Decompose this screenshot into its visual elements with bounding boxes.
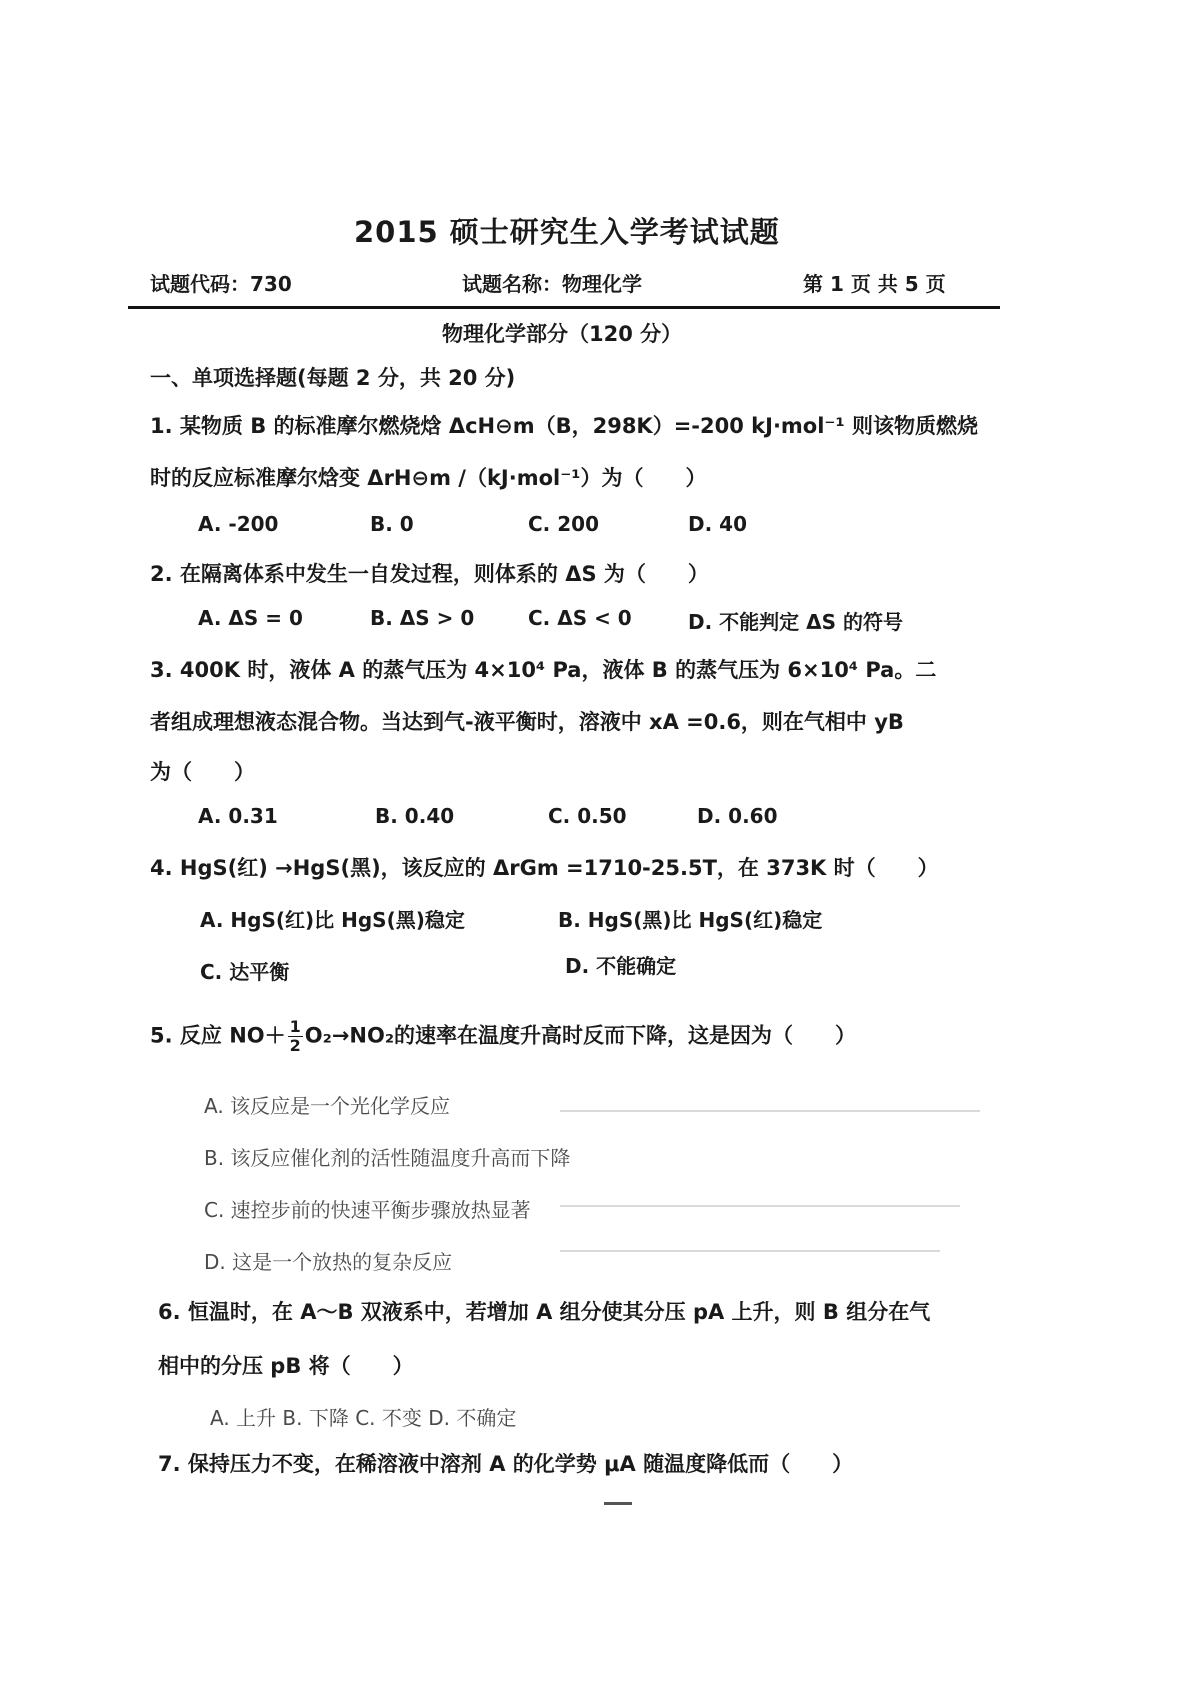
page-mark [604,1502,632,1505]
q1-option-c: C. 200 [528,512,599,536]
q4-stem: 4. HgS(红) →HgS(黑)，该反应的 ΔrGm =1710-25.5T，在 373K 时（ ） [150,856,939,880]
q4-option-b: B. HgS(黑)比 HgS(红)稳定 [558,908,823,932]
q1-option-d: D. 40 [688,512,747,536]
exam-name: 试题名称：物理化学 [462,272,642,296]
q5-option-a: A. 该反应是一个光化学反应 [204,1094,451,1118]
q5-option-c: C. 速控步前的快速平衡步骤放热显著 [204,1198,531,1222]
q5-option-b: B. 该反应催化剂的活性随温度升高而下降 [204,1146,571,1170]
q3-option-b: B. 0.40 [375,804,455,828]
q2-option-c: C. ΔS < 0 [528,606,632,630]
q2-option-a: A. ΔS = 0 [198,606,303,630]
q4-option-a: A. HgS(红)比 HgS(黑)稳定 [200,908,465,932]
q3-option-c: C. 0.50 [548,804,627,828]
q3-line1: 3. 400K 时，液体 A 的蒸气压为 4×10⁴ Pa，液体 B 的蒸气压为 6×10⁴ Pa。二 [150,658,937,682]
fraction-numerator: 1 [289,1017,301,1036]
page-title: 2015 硕士研究生入学考试试题 [354,215,780,249]
page-number: 第 1 页 共 5 页 [803,272,946,296]
q5-stem-suffix: O₂→NO₂的速率在温度升高时反而下降，这是因为（ ） [304,1023,857,1048]
q3-option-a: A. 0.31 [198,804,278,828]
q2-stem: 2. 在隔离体系中发生一自发过程，则体系的 ΔS 为（ ） [150,562,709,586]
q5-stem-prefix: 5. 反应 NO＋ [150,1023,286,1048]
section-title: 物理化学部分（120 分） [442,322,683,346]
q1-option-a: A. -200 [198,512,279,536]
header-rule [128,306,1000,309]
q3-line2: 者组成理想液态混合物。当达到气-液平衡时，溶液中 xA =0.6，则在气相中 yB [150,710,904,734]
q3-option-d: D. 0.60 [697,804,778,828]
exam-code: 试题代码：730 [150,272,292,296]
q6-options: A. 上升 B. 下降 C. 不变 D. 不确定 [210,1406,517,1430]
q5-stem [150,1018,856,1055]
q1-option-b: B. 0 [370,512,414,536]
q4-option-c: C. 达平衡 [200,960,290,984]
q5-option-d: D. 这是一个放热的复杂反应 [204,1250,453,1274]
fraction-denominator: 2 [289,1036,301,1055]
one-half-fraction [288,1018,303,1055]
q7-stem: 7. 保持压力不变，在稀溶液中溶剂 A 的化学势 μA 随温度降低而（ ） [158,1452,854,1476]
bleed-through-mark [560,1205,960,1207]
q6-line1: 6. 恒温时，在 A～B 双液系中，若增加 A 组分使其分压 pA 上升，则 B 组分在气 [158,1300,931,1324]
bleed-through-mark [560,1110,980,1112]
q1-line2: 时的反应标准摩尔焓变 ΔrH⊖m /（kJ·mol⁻¹）为（ ） [150,466,707,490]
part-heading: 一、单项选择题(每题 2 分，共 20 分) [150,366,516,390]
q1-line1: 1. 某物质 B 的标准摩尔燃烧焓 ΔcH⊖m（B，298K）=-200 kJ·mol⁻¹ 则该物质燃烧 [150,414,979,438]
q2-option-b: B. ΔS > 0 [370,606,475,630]
q2-option-d: D. 不能判定 ΔS 的符号 [688,610,903,634]
q4-option-d: D. 不能确定 [565,954,677,978]
bleed-through-mark [560,1250,940,1252]
q3-line3: 为（ ） [150,760,255,784]
q6-line2: 相中的分压 pB 将（ ） [158,1354,414,1378]
